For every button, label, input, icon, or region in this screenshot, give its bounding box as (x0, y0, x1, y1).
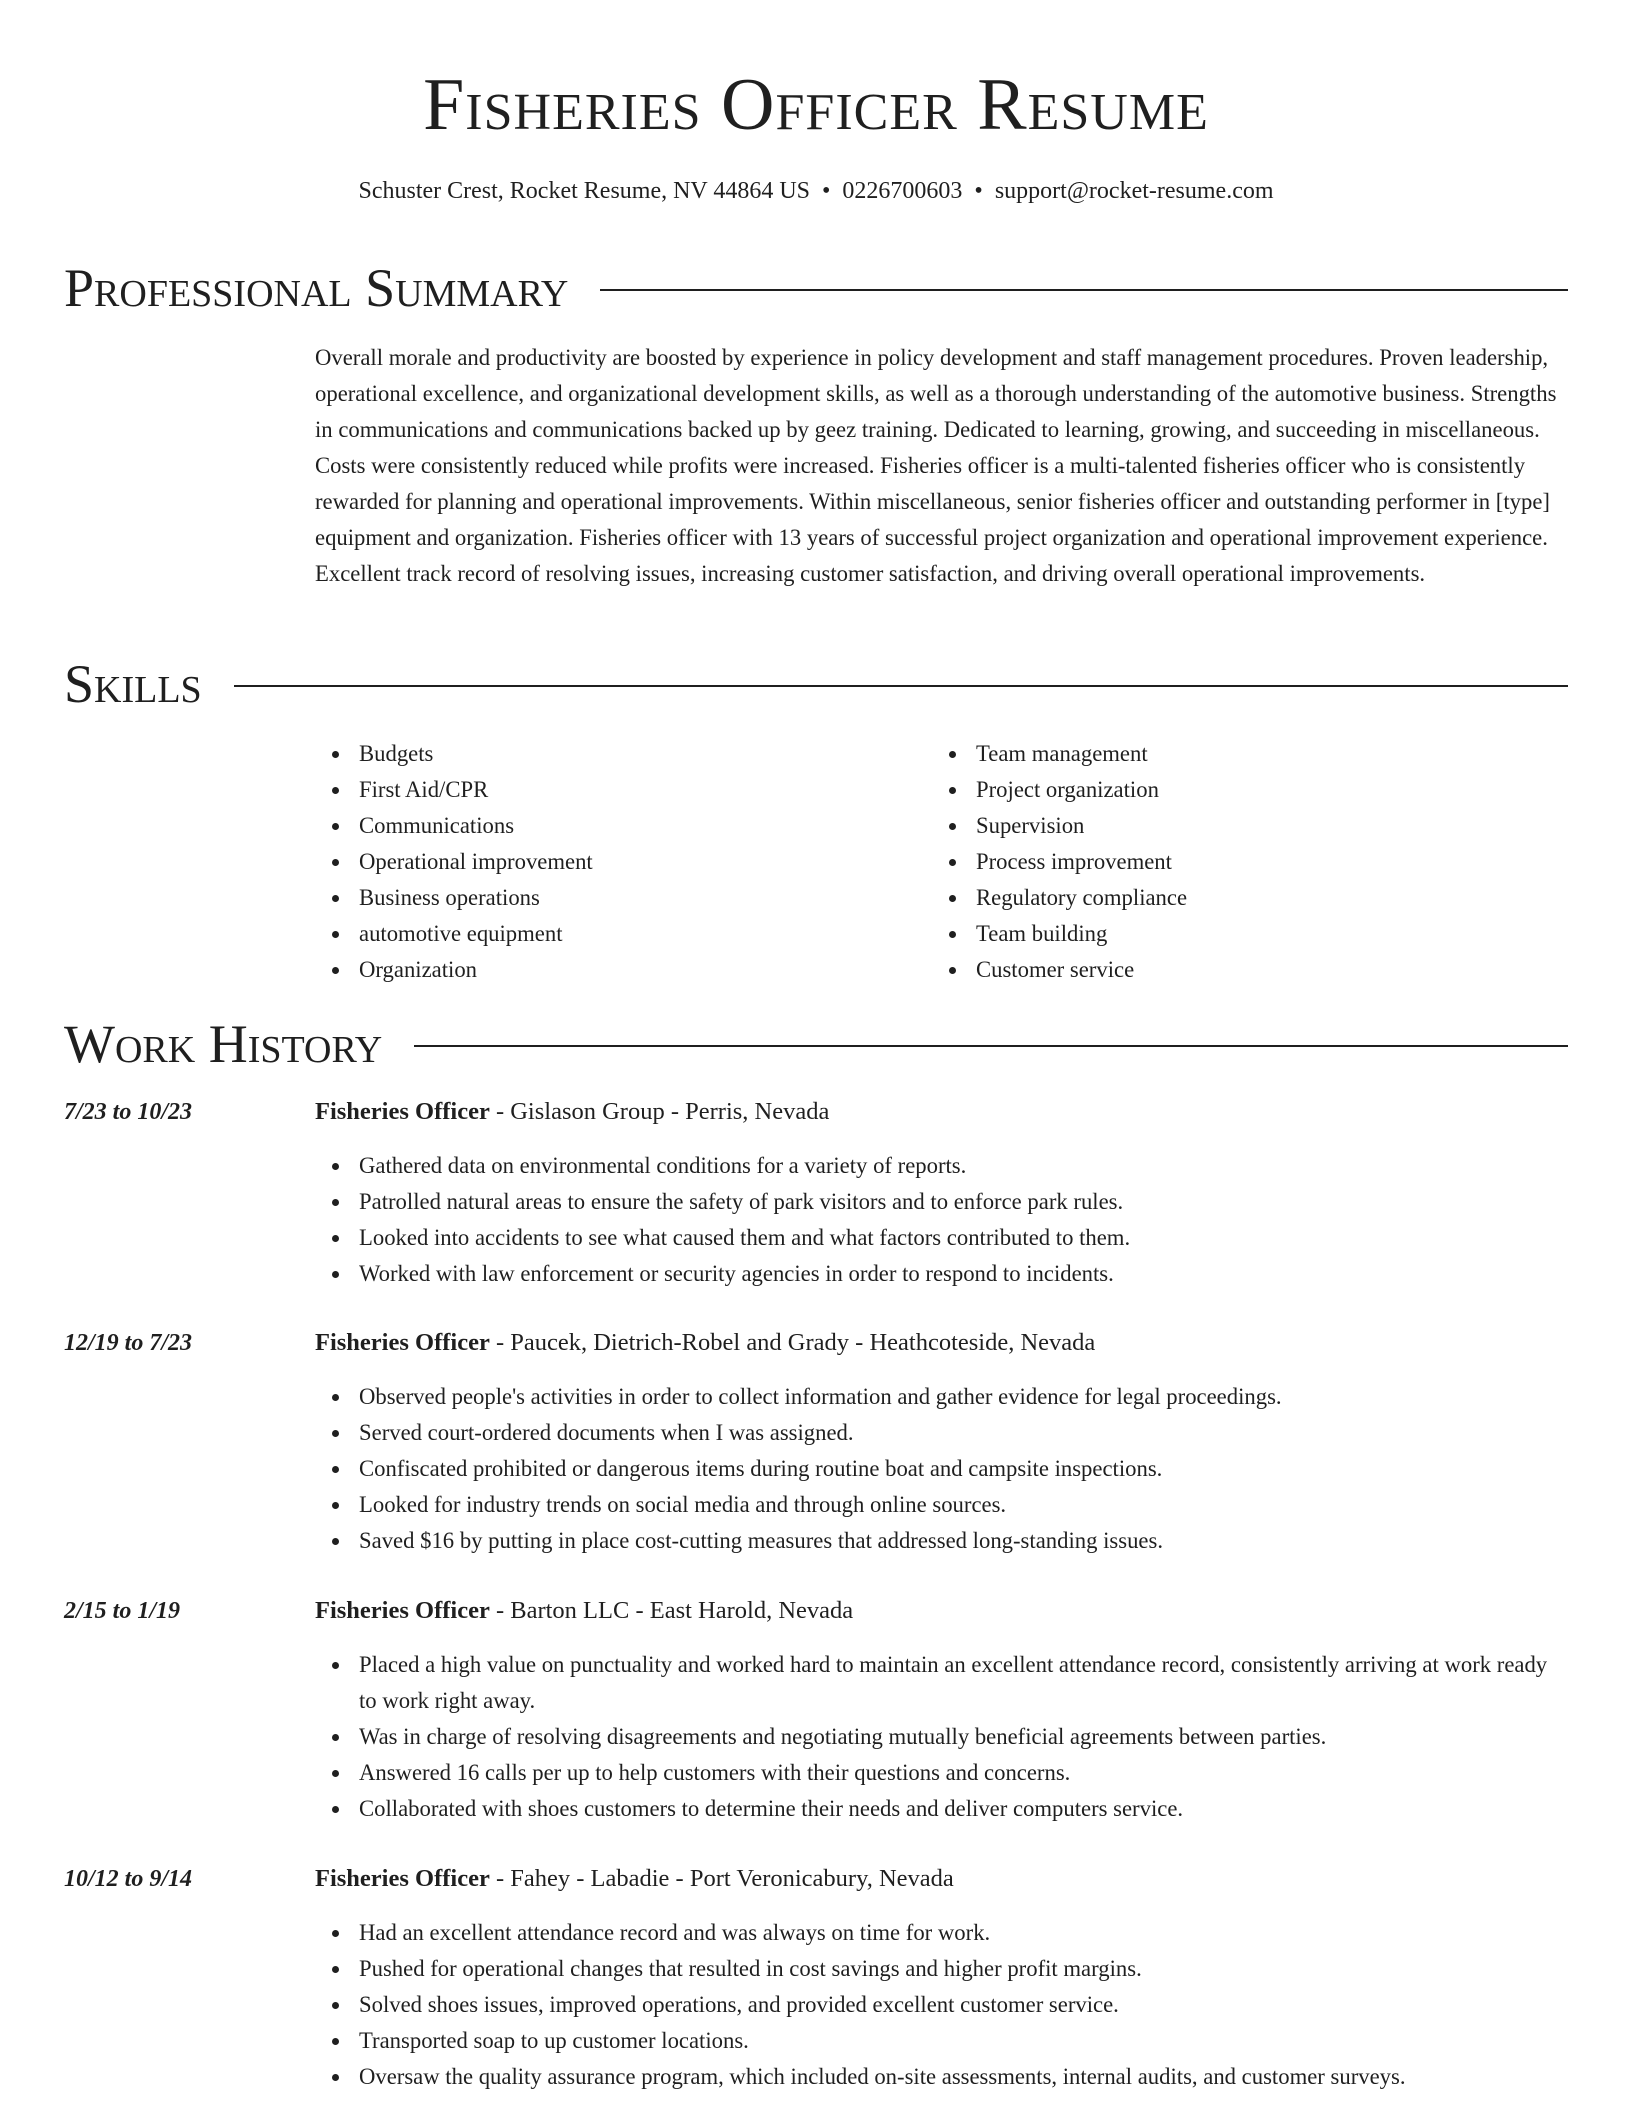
skills-column-right (932, 736, 1549, 988)
job-duty: Gathered data on environmental conditions for a variety of reports. (315, 1148, 1568, 1184)
contact-separator: • (974, 178, 983, 204)
skills-column-left (315, 736, 932, 988)
skill-item: automotive equipment (315, 916, 932, 952)
job-duty: Patrolled natural areas to ensure the safety of park visitors and to enforce park rules. (315, 1184, 1568, 1220)
skills-section-header (64, 654, 1568, 714)
resume-page (64, 0, 1568, 2112)
job-duty: Saved $16 by putting in place cost-cutting measures that addressed long-standing issues. (315, 1523, 1568, 1559)
job-employer: - Fahey - Labadie - Port Veronicabury, Nevada (489, 1865, 954, 1892)
job-duty: Had an excellent attendance record and was always on time for work. (315, 1915, 1568, 1951)
job-dates: 7/23 to 10/23 (64, 1099, 193, 1125)
skill-item: Organization (315, 952, 932, 988)
section-divider (234, 685, 1568, 687)
job-title: Fisheries Officer (315, 1597, 490, 1624)
job-duties (315, 1647, 1568, 1827)
summary-heading: Professional Summary (64, 258, 569, 318)
job-employer: - Barton LLC - East Harold, Nevada (489, 1597, 854, 1624)
skill-item: Team management (932, 736, 1549, 772)
skill-item: Communications (315, 808, 932, 844)
resume-title: Fisheries Officer Resume (423, 64, 1209, 146)
job-title-line (315, 1593, 853, 1629)
job-duty: Worked with law enforcement or security agencies in order to respond to incidents. (315, 1256, 1568, 1292)
job-duty: Oversaw the quality assurance program, which included on-site assessments, internal audits, and customer surveys. (315, 2059, 1568, 2095)
skill-item: Project organization (932, 772, 1549, 808)
job-title: Fisheries Officer (315, 1865, 490, 1892)
skills-heading: Skills (64, 654, 202, 714)
job-duty: Pushed for operational changes that resulted in cost savings and higher profit margins. (315, 1951, 1568, 1987)
job-duty: Looked into accidents to see what caused them and what factors contributed to them. (315, 1220, 1568, 1256)
skill-item: Operational improvement (315, 844, 932, 880)
skill-item: First Aid/CPR (315, 772, 932, 808)
job-title: Fisheries Officer (315, 1329, 490, 1356)
job-dates: 12/19 to 7/23 (64, 1330, 193, 1356)
job-duty: Confiscated prohibited or dangerous items during routine boat and campsite inspections. (315, 1451, 1568, 1487)
job-duty: Was in charge of resolving disagreements and negotiating mutually beneficial agreements between parties. (315, 1719, 1568, 1755)
skill-item: Supervision (932, 808, 1549, 844)
job-title-line (315, 1861, 954, 1897)
skill-item: Process improvement (932, 844, 1549, 880)
job-dates: 2/15 to 1/19 (64, 1598, 181, 1624)
job-duty: Solved shoes issues, improved operations, and provided excellent customer service. (315, 1987, 1568, 2023)
skill-item: Budgets (315, 736, 932, 772)
contact-separator: • (822, 178, 831, 204)
skill-item: Customer service (932, 952, 1549, 988)
job-duty: Served court-ordered documents when I was assigned. (315, 1415, 1568, 1451)
job-duties (315, 1148, 1568, 1292)
contact-address: Schuster Crest, Rocket Resume, NV 44864 US (358, 178, 811, 204)
section-divider (600, 289, 1568, 291)
work-section-header (64, 1014, 1568, 1074)
job-title-line (315, 1094, 829, 1130)
skills-list (315, 736, 1568, 988)
job-title-line (315, 1325, 1095, 1361)
job-dates: 10/12 to 9/14 (64, 1866, 193, 1892)
job-duties (315, 1915, 1568, 2095)
job-employer: - Paucek, Dietrich-Robel and Grady - Heathcoteside, Nevada (489, 1329, 1096, 1356)
skill-item: Regulatory compliance (932, 880, 1549, 916)
skill-item: Team building (932, 916, 1549, 952)
contact-email: support@rocket-resume.com (994, 178, 1274, 204)
job-duty: Transported soap to up customer locations. (315, 2023, 1568, 2059)
job-duty: Looked for industry trends on social media and through online sources. (315, 1487, 1568, 1523)
summary-text: Overall morale and productivity are boosted by experience in policy development and staff management procedures. Proven leadership, operational excellence, and organizational development skills, as well as a thorough understanding of the automotive business. Strengths in communications and communications backed up by geez training. Dedicated to learning, growing, and succeeding in miscellaneous. Costs were consistently reduced while profits were increased. Fisheries officer is a multi-talented fisheries officer who is consistently rewarded for planning and operational improvements. Within miscellaneous, senior fisheries officer and outstanding performer in [type] equipment and organization. Fisheries officer with 13 years of successful project organization and operational improvement experience. Excellent track record of resolving issues, increasing customer satisfaction, and driving overall operational improvements. (315, 345, 1557, 586)
job-duty: Placed a high value on punctuality and worked hard to maintain an excellent attendance record, consistently arriving at work ready to work right away. (315, 1647, 1568, 1719)
job-duties (315, 1379, 1568, 1559)
work-heading: Work History (64, 1014, 383, 1074)
section-divider (414, 1045, 1568, 1047)
job-duty: Observed people's activities in order to collect information and gather evidence for legal proceedings. (315, 1379, 1568, 1415)
job-title: Fisheries Officer (315, 1098, 490, 1125)
job-employer: - Gislason Group - Perris, Nevada (489, 1098, 830, 1125)
skill-item: Business operations (315, 880, 932, 916)
summary-section-header (64, 258, 1568, 318)
job-duty: Collaborated with shoes customers to determine their needs and deliver computers service. (315, 1791, 1568, 1827)
contact-line (64, 174, 1568, 208)
contact-phone: 0226700603 (842, 178, 963, 204)
job-duty: Answered 16 calls per up to help customers with their questions and concerns. (315, 1755, 1568, 1791)
